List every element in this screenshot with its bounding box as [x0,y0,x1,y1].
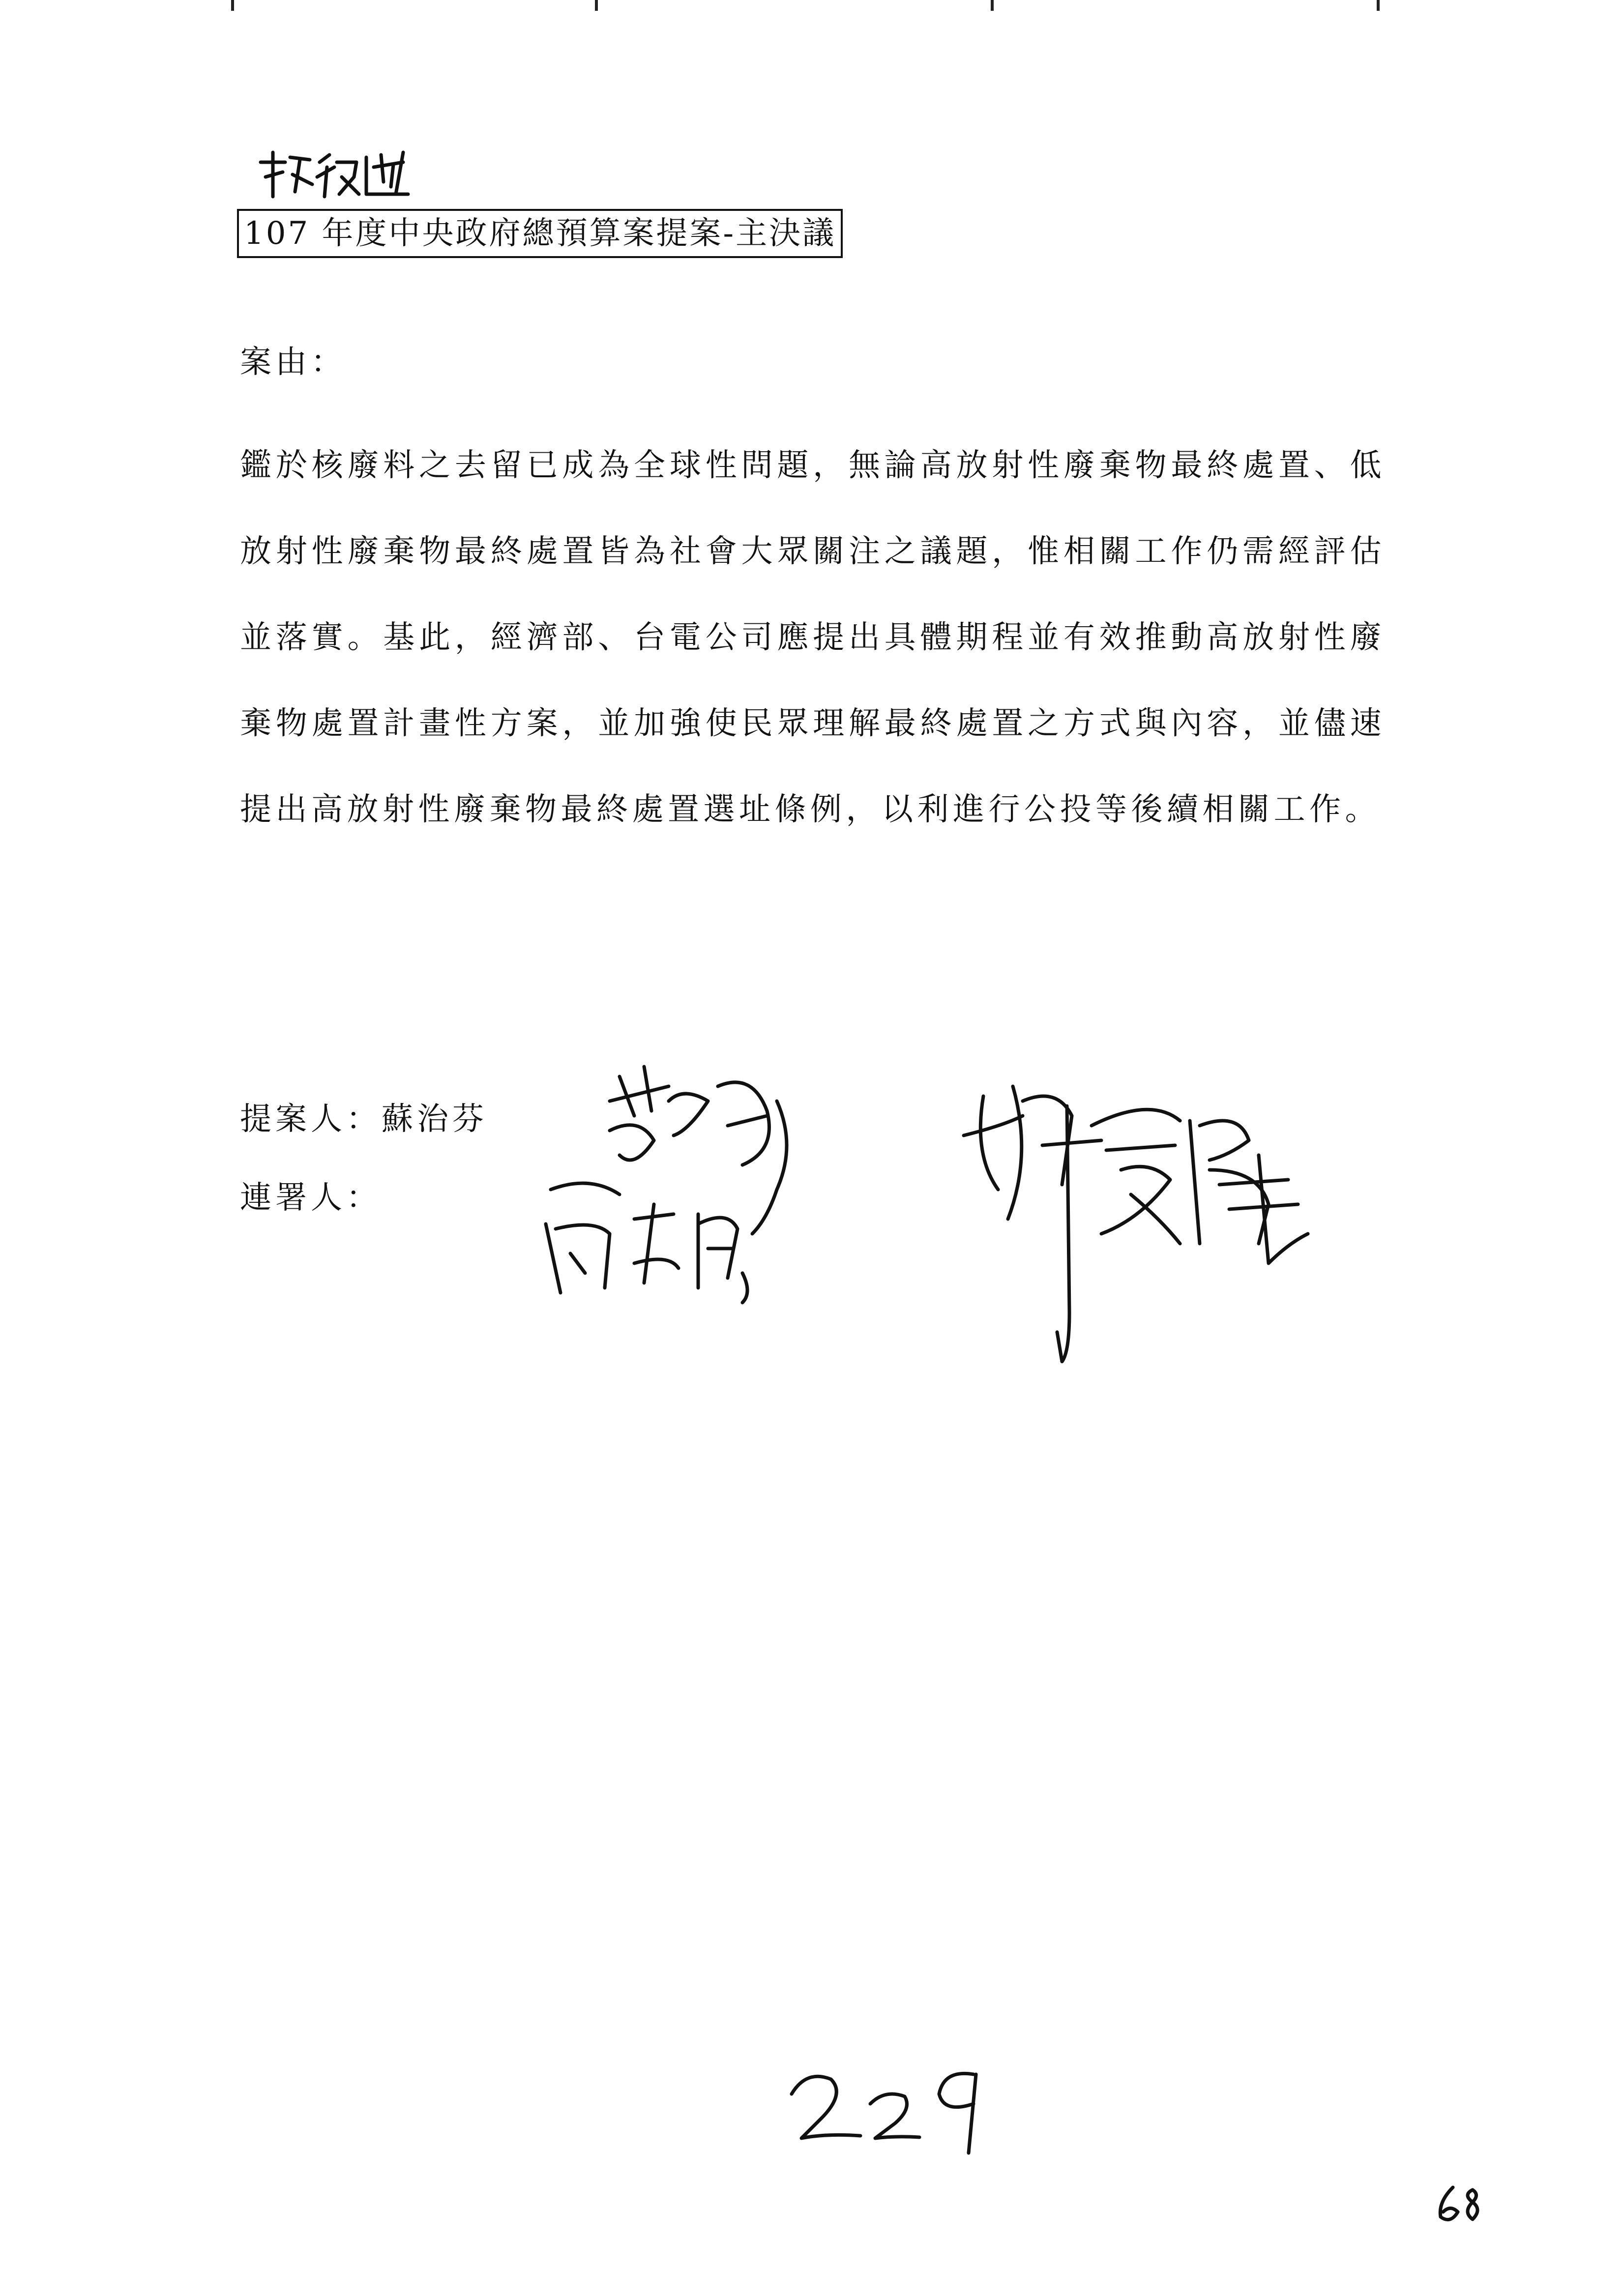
signature-cosigners-left [521,1057,826,1332]
document-title: 107 年度中央政府總預算案提案-主決議 [237,209,843,258]
scan-top-edge [0,0,1624,13]
proposer-label: 提案人： [240,1101,382,1137]
proposer-line [240,1094,488,1139]
corner-page-number [1431,2182,1490,2227]
handwritten-page-number [787,2055,1003,2168]
case-reason-label: 案由： [240,344,346,380]
cosigners-line [240,1172,382,1218]
proposer-name: 蘇治芬 [382,1101,488,1137]
signature-cosigner-right [944,1057,1337,1440]
motion-body: 鑑於核廢料之去留已成為全球性問題，無論高放射性廢棄物最終處置、低放射性廢棄物最終處置皆為社會大眾關注之議題，惟相關工作仍需經評估並落實。基此，經濟部、台電公司應提出具體期程並有效推動高放射性廢棄物處置計畫性方案，並加強使民眾理解最終處置之方式與內容，並儘速提出高放射性廢棄物最終處置選址條例，以利進行公投等後續相關工作。 [240,447,1386,828]
cosigners-label: 連署人： [240,1180,382,1216]
handwritten-note [256,147,413,202]
